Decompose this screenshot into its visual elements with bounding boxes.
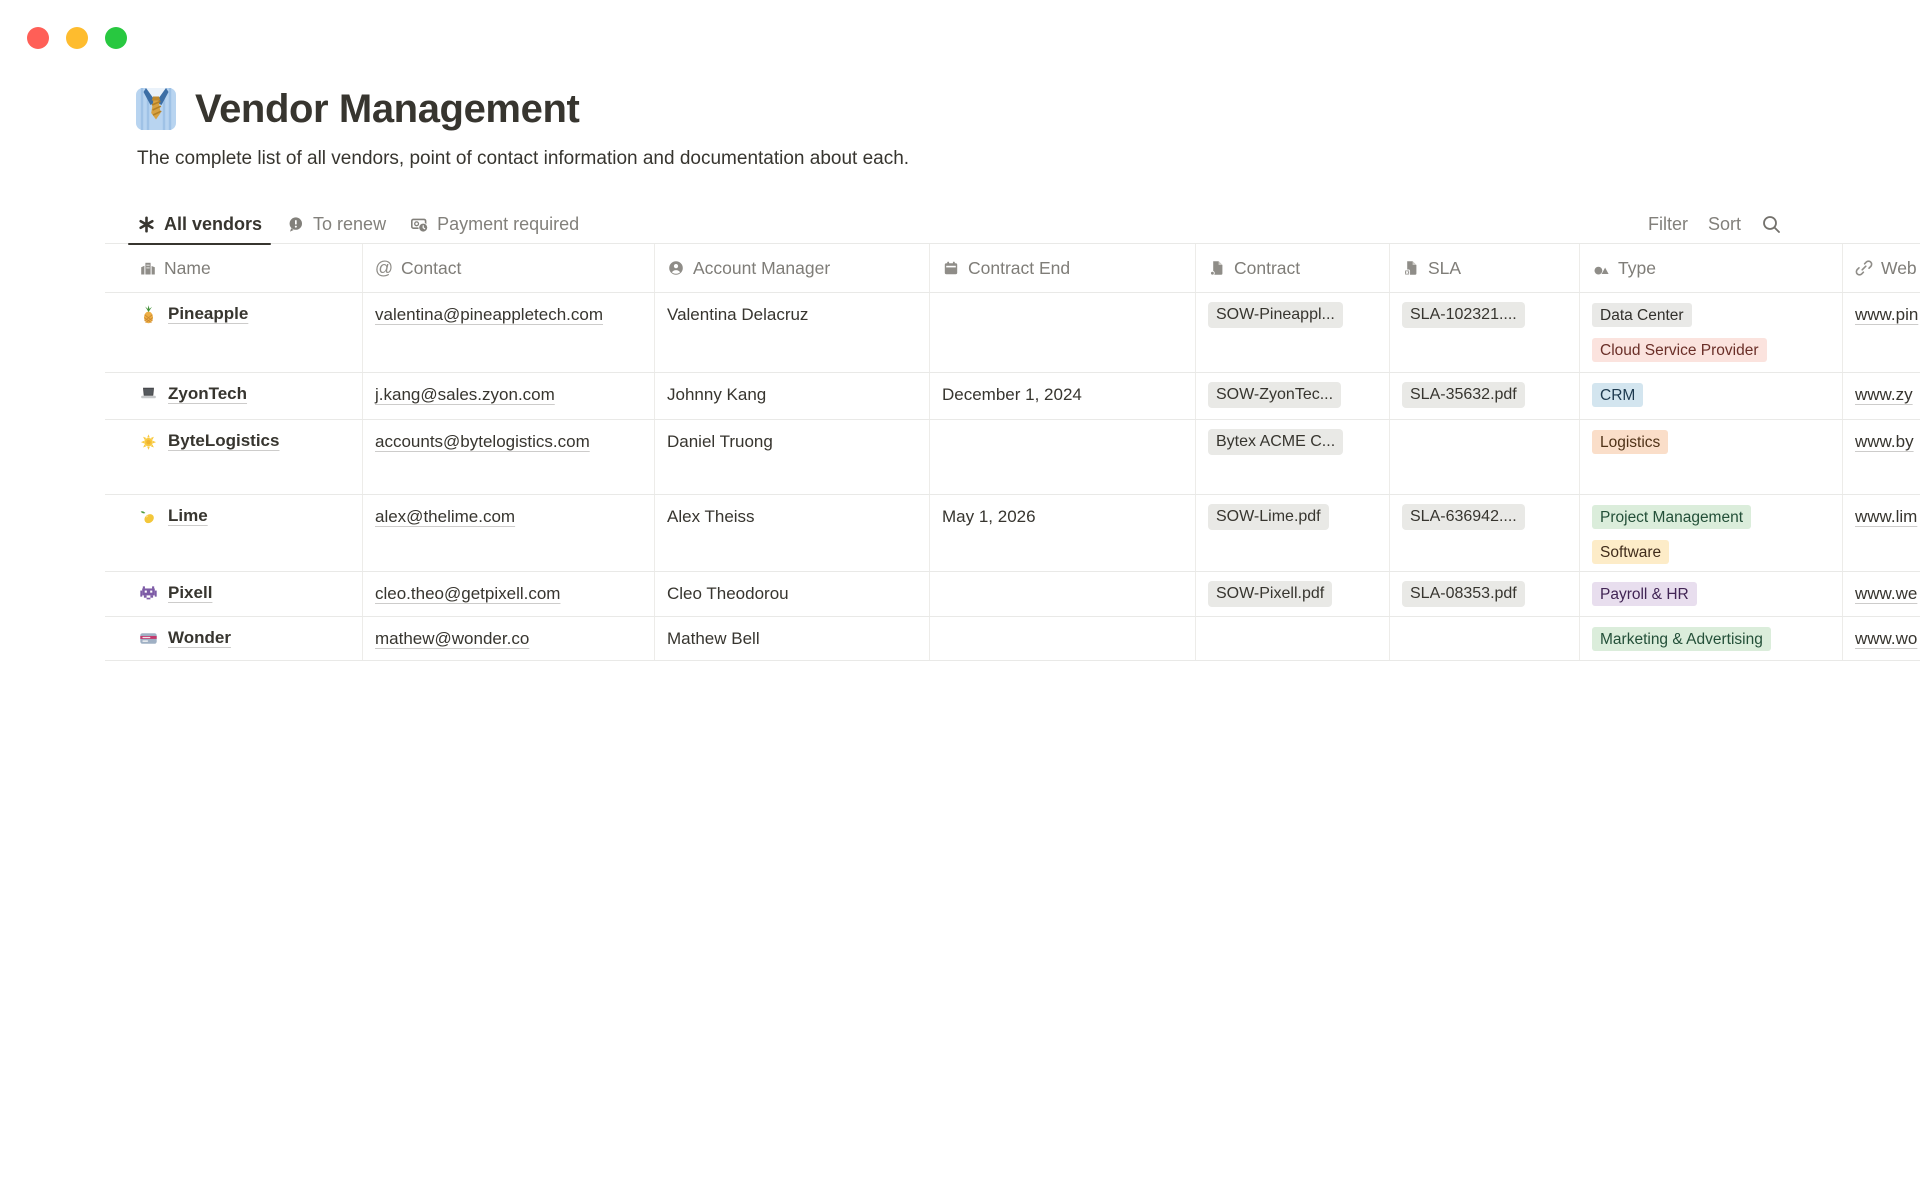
laptop-icon (138, 384, 159, 405)
column-label: Contact (401, 257, 462, 278)
person-icon (667, 259, 685, 277)
contract-file-cell[interactable] (1196, 572, 1390, 616)
name-cell[interactable] (105, 420, 363, 494)
page-header (133, 86, 909, 170)
vendors-table (105, 244, 1920, 661)
contact-email-link[interactable]: cleo.theo@getpixell.com (375, 584, 561, 603)
name-cell[interactable] (105, 495, 363, 571)
account-manager-text: Alex Theiss (667, 507, 755, 526)
tab-label: Payment required (437, 214, 580, 234)
type-tag: CRM (1592, 383, 1643, 407)
vendor-name-link[interactable]: Wonder (168, 628, 231, 647)
banknote-clock-icon (410, 215, 429, 234)
window-controls (27, 27, 127, 49)
sla-file-pill[interactable]: SLA-636942.... (1402, 504, 1525, 530)
table-row (105, 373, 1920, 420)
sla-file-cell[interactable] (1390, 373, 1580, 419)
web-link[interactable]: www.we (1855, 584, 1918, 603)
column-label: Name (164, 257, 211, 278)
tab-to-renew[interactable] (274, 205, 398, 244)
view-toolbar (0, 205, 1920, 244)
minimize-button[interactable] (66, 27, 88, 49)
contact-cell[interactable] (363, 373, 655, 419)
contract-file-pill[interactable]: SOW-Lime.pdf (1208, 504, 1329, 530)
contact-email-link[interactable]: accounts@bytelogistics.com (375, 432, 590, 451)
contact-email-link[interactable]: mathew@wonder.co (375, 629, 530, 648)
type-tag: Data Center (1592, 303, 1692, 327)
type-tag: Project Management (1592, 505, 1751, 529)
pineapple-icon (138, 304, 159, 325)
type-cell[interactable] (1580, 420, 1843, 494)
type-cell[interactable] (1580, 495, 1843, 571)
contract-file-cell[interactable] (1196, 420, 1390, 494)
column-label: Type (1618, 257, 1656, 278)
name-cell[interactable] (105, 373, 363, 419)
file-x-icon (1402, 259, 1420, 277)
contract-file-pill[interactable]: Bytex ACME C... (1208, 429, 1343, 455)
web-cell[interactable] (1843, 572, 1920, 616)
name-cell[interactable] (105, 617, 363, 660)
tab-all-vendors[interactable] (125, 205, 274, 244)
column-header-name[interactable] (105, 244, 363, 292)
table-row (105, 572, 1920, 617)
contact-cell[interactable] (363, 293, 655, 372)
credit-card-icon (138, 628, 159, 649)
type-tag: Software (1592, 540, 1669, 564)
zoom-button[interactable] (105, 27, 127, 49)
type-cell[interactable] (1580, 293, 1843, 372)
sort-button[interactable]: Sort (1707, 214, 1741, 234)
column-header-contract-end[interactable] (930, 244, 1196, 292)
account-manager-cell[interactable] (655, 617, 930, 660)
sla-file-cell[interactable] (1390, 617, 1580, 660)
view-tabs (125, 205, 591, 244)
column-label: Contract (1234, 257, 1301, 278)
page-subtitle: The complete list of all vendors, point of contact information and documentation about each. (137, 148, 910, 169)
shapes-icon (1592, 259, 1610, 277)
account-manager-text: Mathew Bell (667, 629, 760, 648)
space-invader-icon (138, 583, 159, 604)
type-tag: Payroll & HR (1592, 582, 1697, 606)
account-manager-cell[interactable] (655, 293, 930, 372)
web-cell[interactable] (1843, 373, 1920, 419)
name-cell[interactable] (105, 293, 363, 372)
close-button[interactable] (27, 27, 49, 49)
sla-file-pill[interactable]: SLA-08353.pdf (1402, 581, 1525, 607)
web-link[interactable]: www.zy (1855, 385, 1913, 404)
table-row (105, 420, 1920, 495)
contact-email-link[interactable]: valentina@pineappletech.com (375, 305, 604, 324)
lemon-icon (138, 506, 159, 527)
contract-file-pill[interactable]: SOW-Pixell.pdf (1208, 581, 1332, 607)
sla-file-pill[interactable]: SLA-35632.pdf (1402, 382, 1525, 408)
type-cell[interactable] (1580, 572, 1843, 616)
contract-file-pill[interactable]: SOW-ZyonTec... (1208, 382, 1341, 408)
vendor-name-link[interactable]: ByteLogistics (168, 431, 280, 450)
web-link[interactable]: www.by (1855, 432, 1914, 451)
contact-cell[interactable] (363, 495, 655, 571)
contract-end-text: May 1, 2026 (942, 507, 1036, 526)
contract-file-pill[interactable]: SOW-Pineappl... (1208, 302, 1343, 328)
tab-label: To renew (313, 214, 387, 234)
vendor-name-link[interactable]: ZyonTech (168, 384, 248, 403)
contract-end-cell[interactable] (930, 572, 1196, 616)
page-title: Vendor Management (195, 86, 580, 131)
sla-file-cell[interactable] (1390, 420, 1580, 494)
column-header-type[interactable] (1580, 244, 1843, 292)
contract-file-cell[interactable] (1196, 495, 1390, 571)
contact-cell[interactable] (363, 420, 655, 494)
web-link[interactable]: www.lim (1855, 507, 1918, 526)
contact-email-link[interactable]: j.kang@sales.zyon.com (375, 385, 555, 404)
name-cell[interactable] (105, 572, 363, 616)
alert-bubble-icon (286, 215, 305, 234)
view-controls (1648, 205, 1783, 244)
column-label: SLA (1428, 257, 1462, 278)
type-cell[interactable] (1580, 617, 1843, 660)
contract-file-cell[interactable] (1196, 293, 1390, 372)
table-row (105, 495, 1920, 572)
contract-end-cell[interactable] (930, 293, 1196, 372)
table-row (105, 293, 1920, 373)
type-tag: Cloud Service Provider (1592, 338, 1767, 362)
account-manager-text: Cleo Theodorou (667, 584, 789, 603)
account-manager-text: Daniel Truong (667, 432, 773, 451)
contract-file-cell[interactable] (1196, 373, 1390, 419)
column-label: Web (1881, 257, 1917, 278)
web-cell[interactable] (1843, 495, 1920, 571)
contract-end-cell[interactable] (930, 617, 1196, 660)
sla-file-cell[interactable] (1390, 572, 1580, 616)
sla-file-pill[interactable]: SLA-102321.... (1402, 302, 1525, 328)
column-header-contract[interactable] (1196, 244, 1390, 292)
column-label: Account Manager (693, 257, 831, 278)
contract-end-cell[interactable] (930, 420, 1196, 494)
column-header-contact[interactable] (363, 244, 655, 292)
asterisk-icon (137, 215, 156, 234)
link-icon (1855, 259, 1873, 277)
column-header-web[interactable] (1843, 244, 1920, 292)
type-cell[interactable] (1580, 373, 1843, 419)
type-tag: Logistics (1592, 430, 1668, 454)
necktie-icon[interactable] (133, 86, 179, 132)
contract-end-cell[interactable] (930, 373, 1196, 419)
contact-email-link[interactable]: alex@thelime.com (375, 507, 516, 526)
column-header-account-manager[interactable] (655, 244, 930, 292)
type-tag: Marketing & Advertising (1592, 627, 1771, 651)
table-body (105, 293, 1920, 661)
web-cell[interactable] (1843, 420, 1920, 494)
contract-end-text: December 1, 2024 (942, 385, 1082, 404)
web-cell[interactable] (1843, 617, 1920, 660)
account-manager-cell[interactable] (655, 572, 930, 616)
table-header-row (105, 244, 1920, 293)
sla-file-cell[interactable] (1390, 293, 1580, 372)
account-manager-cell[interactable] (655, 495, 930, 571)
contact-cell[interactable] (363, 617, 655, 660)
at-icon: @ (374, 258, 394, 278)
account-manager-text: Valentina Delacruz (667, 305, 809, 324)
column-header-sla[interactable] (1390, 244, 1580, 292)
web-link[interactable]: www.pin (1855, 305, 1919, 324)
sla-file-cell[interactable] (1390, 495, 1580, 571)
file-icon (1208, 259, 1226, 277)
search-icon[interactable] (1761, 214, 1783, 236)
account-manager-cell[interactable] (655, 420, 930, 494)
table-row (105, 617, 1920, 661)
sun-icon (138, 431, 159, 452)
buildings-icon (138, 259, 156, 277)
tab-label: All vendors (164, 214, 263, 234)
account-manager-cell[interactable] (655, 373, 930, 419)
calendar-icon (942, 259, 960, 277)
vendor-name-link[interactable]: Pixell (168, 583, 213, 602)
web-link[interactable]: www.wo (1855, 629, 1918, 648)
contact-cell[interactable] (363, 572, 655, 616)
column-label: Contract End (968, 257, 1071, 278)
contract-end-cell[interactable] (930, 495, 1196, 571)
vendor-name-link[interactable]: Pineapple (168, 304, 249, 323)
vendor-name-link[interactable]: Lime (168, 506, 208, 525)
contract-file-cell[interactable] (1196, 617, 1390, 660)
tab-payment-required[interactable] (398, 205, 591, 244)
account-manager-text: Johnny Kang (667, 385, 767, 404)
filter-button[interactable]: Filter (1647, 214, 1688, 234)
web-cell[interactable] (1843, 293, 1920, 372)
